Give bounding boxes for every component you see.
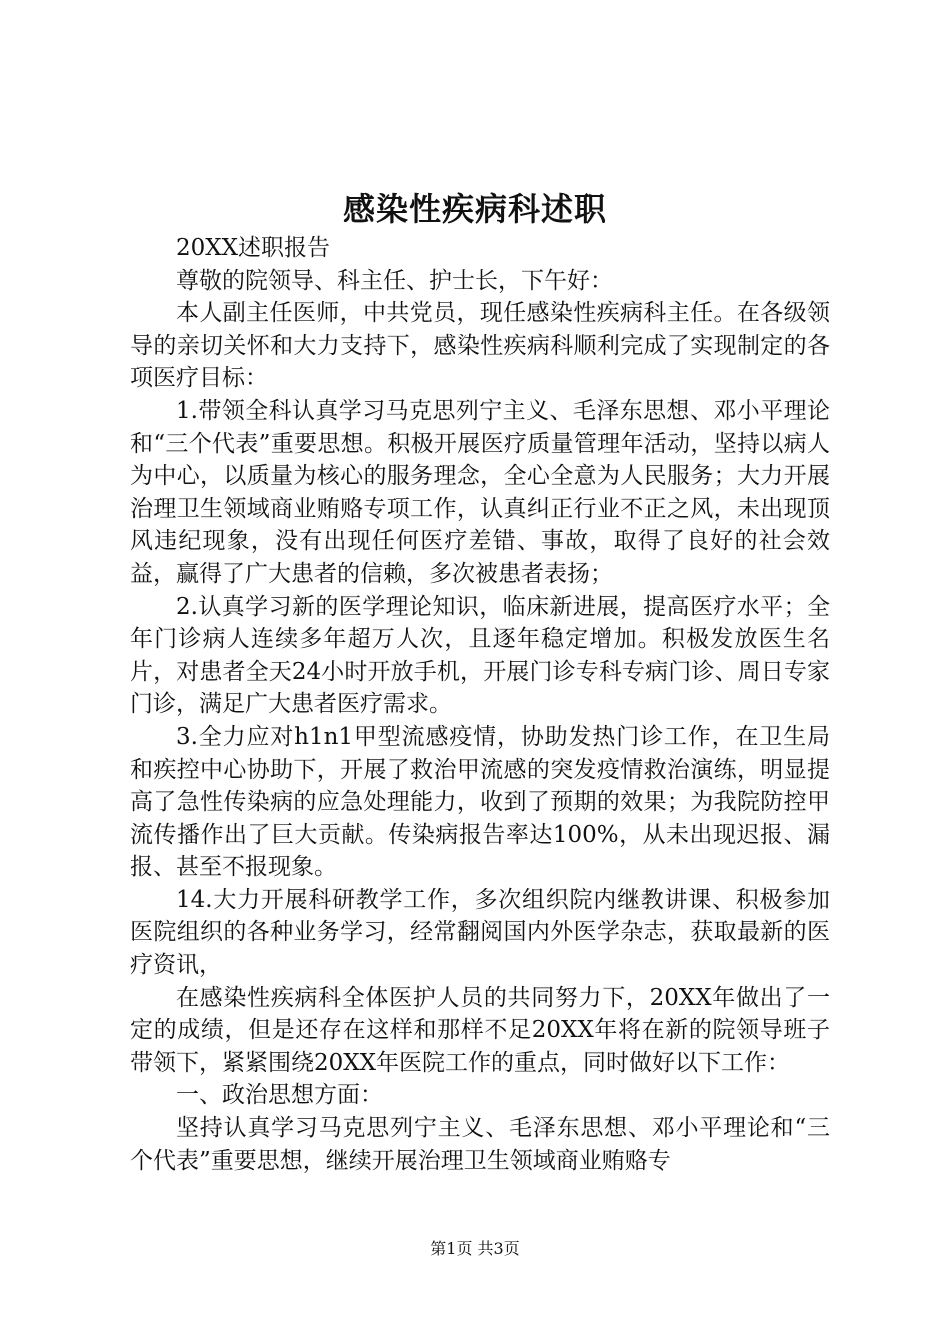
item-4-paragraph: 14.大力开展科研教学工作，多次组织院内继教讲课、积极参加医院组织的各种业务学习，经常翻阅国内外医学杂志，获取最新的医疗资讯， <box>130 886 830 979</box>
item-1-paragraph: 1.带领全科认真学习马克思列宁主义、毛泽东思想、邓小平理论和“三个代表”重要思想。积极开展医疗质量管理年活动，坚持以病人为中心，以质量为核心的服务理念，全心全意为人民服务；大力开展治理卫生领域商业贿赂专项工作，认真纠正行业不正之风，未出现顶风违纪现象，没有出现任何医疗差错、事故，取得了良好的社会效益，赢得了广大患者的信赖，多次被患者表扬； <box>130 397 830 587</box>
salutation: 尊敬的院领导、科主任、护士长，下午好： <box>176 267 613 294</box>
summary-paragraph: 在感染性疾病科全体医护人员的共同努力下，20XX年做出了一定的成绩，但是还存在这样和那样不足20XX年将在新的院领导班子带领下，紧紧围绕20XX年医院工作的重点，同时做好以下工作： <box>130 984 830 1076</box>
intro-paragraph: 本人副主任医师，中共党员，现任感染性疾病科主任。在各级领导的亲切关怀和大力支持下，感染性疾病科顺利完成了实现制定的各项医疗目标： <box>130 300 830 392</box>
document-title: 感染性疾病科述职 <box>342 190 607 228</box>
item-2-paragraph: 2.认真学习新的医学理论知识，临床新进展，提高医疗水平；全年门诊病人连续多年超万人次，且逐年稳定增加。积极发放医生名片，对患者全天24小时开放手机，开展门诊专科专病门诊、周日专家门诊，满足广大患者医疗需求。 <box>130 593 830 718</box>
politics-paragraph: 坚持认真学习马克思列宁主义、毛泽东思想、邓小平理论和“三个代表”重要思想，继续开展治理卫生领域商业贿赂专 <box>130 1115 830 1174</box>
section-heading-politics: 一、政治思想方面： <box>176 1082 383 1109</box>
document-body <box>130 232 830 1177</box>
item-3-paragraph: 3.全力应对h1n1甲型流感疫情，协助发热门诊工作，在卫生局和疾控中心协助下，开展了救治甲流感的突发疫情救治演练，明显提高了急性传染病的应急处理能力，收到了预期的效果；为我院防控甲流传播作出了巨大贡献。传染病报告率达100%，从未出现迟报、漏报、甚至不报现象。 <box>130 723 830 881</box>
report-heading: 20XX述职报告 <box>176 235 331 261</box>
page-footer: 第1页 共3页 <box>430 1239 520 1258</box>
